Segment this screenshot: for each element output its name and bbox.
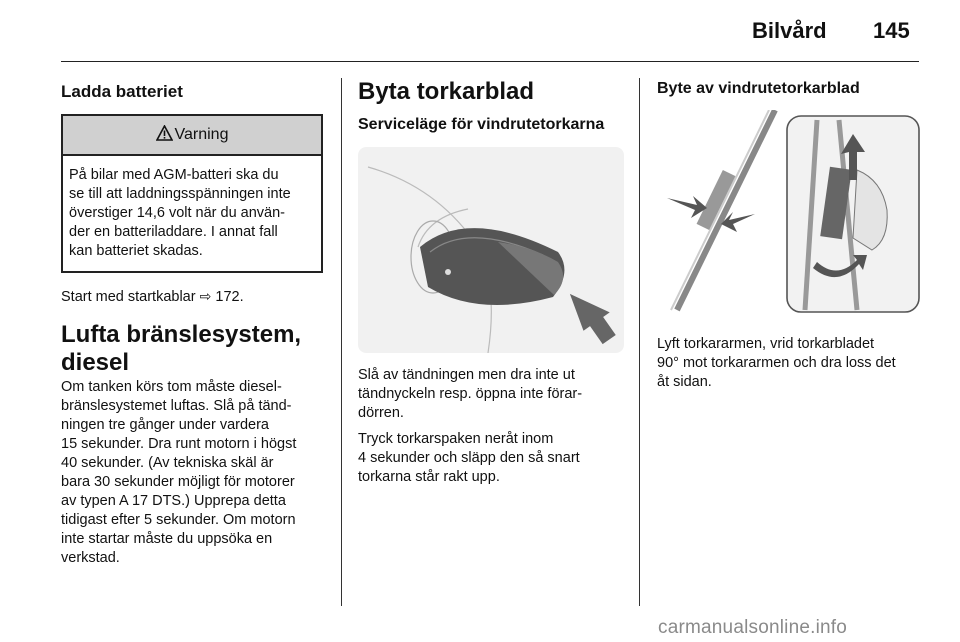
start-reference — [61, 287, 323, 307]
service-para-1 — [358, 366, 624, 423]
body-line: bara 30 sekunder möjligt för motorer — [61, 474, 295, 491]
body-line: 4 sekunder och släpp den så snart — [358, 450, 580, 466]
blade-change-body — [657, 335, 923, 392]
service-para-2 — [358, 430, 624, 487]
wiper-blade-illustration — [657, 110, 923, 320]
body-line: torkarna står rakt upp. — [358, 469, 500, 485]
page-ref-arrow-icon: ⇨ — [199, 288, 212, 305]
section-heading-blade-change: Byte av vindrutetorkarblad — [657, 80, 860, 97]
warning-line: der en batteriladdare. I annat fall — [69, 224, 278, 241]
warning-header — [63, 116, 321, 156]
warning-line: kan batteriet skadas. — [69, 243, 203, 260]
warning-line: se till att laddningsspänningen inte — [69, 186, 291, 203]
body-line: tändnyckeln resp. öppna inte förar- — [358, 386, 583, 402]
section-heading-battery: Ladda batteriet — [61, 82, 183, 101]
body-line: tidigast efter 5 sekunder. Om motorn — [61, 512, 296, 529]
wiper-stalk-illustration — [358, 147, 624, 353]
warning-title: Varning — [174, 126, 229, 144]
body-line: 40 sekunder. (Av tekniska skäl är — [61, 455, 274, 472]
body-line: av typen A 17 DTS.) Upprepa detta — [61, 493, 286, 510]
column-3 — [657, 78, 923, 392]
body-line: 90° mot torkararmen och dra loss det — [657, 355, 896, 371]
page-number: 145 — [873, 18, 910, 43]
section-heading-wiper: Byta torkarblad — [358, 78, 535, 105]
column-2 — [358, 78, 624, 487]
warning-box — [61, 114, 323, 273]
body-line: verkstad. — [61, 550, 120, 567]
body-line: dörren. — [358, 405, 404, 421]
body-line: 15 sekunder. Dra runt motorn i högst — [61, 436, 297, 453]
header-title: Bilvård — [752, 18, 827, 43]
start-ref-page: 172. — [215, 289, 244, 306]
column-divider-1 — [341, 78, 342, 606]
warning-triangle-icon — [156, 125, 173, 146]
footer-watermark: carmanualsonline.info — [658, 617, 848, 638]
body-line: Slå av tändningen men dra inte ut — [358, 367, 575, 383]
body-line: Tryck torkarspaken neråt inom — [358, 431, 554, 447]
section-heading-fuel — [61, 321, 323, 377]
heading-line: diesel — [61, 349, 130, 377]
body-line: bränslesystemet luftas. Slå på tänd- — [61, 398, 292, 415]
warning-line: På bilar med AGM-batteri ska du — [69, 167, 279, 184]
heading-line: Lufta bränslesystem, — [61, 321, 302, 349]
start-text: Start med startkablar — [61, 289, 196, 306]
warning-line: överstiger 14,6 volt när du använ- — [69, 205, 286, 222]
body-line: ningen tre gånger under vardera — [61, 417, 269, 434]
body-line: Lyft torkararmen, vrid torkarbladet — [657, 336, 875, 352]
column-divider-2 — [639, 78, 640, 606]
fuel-body — [61, 378, 323, 568]
body-line: åt sidan. — [657, 374, 712, 390]
body-line: inte startar måste du uppsöka en — [61, 531, 273, 548]
warning-body — [63, 156, 321, 271]
body-line: Om tanken körs tom måste diesel- — [61, 379, 282, 396]
subheading-service-mode: Serviceläge för vindrutetorkarna — [358, 116, 605, 133]
column-1 — [61, 78, 323, 568]
header-rule — [61, 61, 919, 62]
